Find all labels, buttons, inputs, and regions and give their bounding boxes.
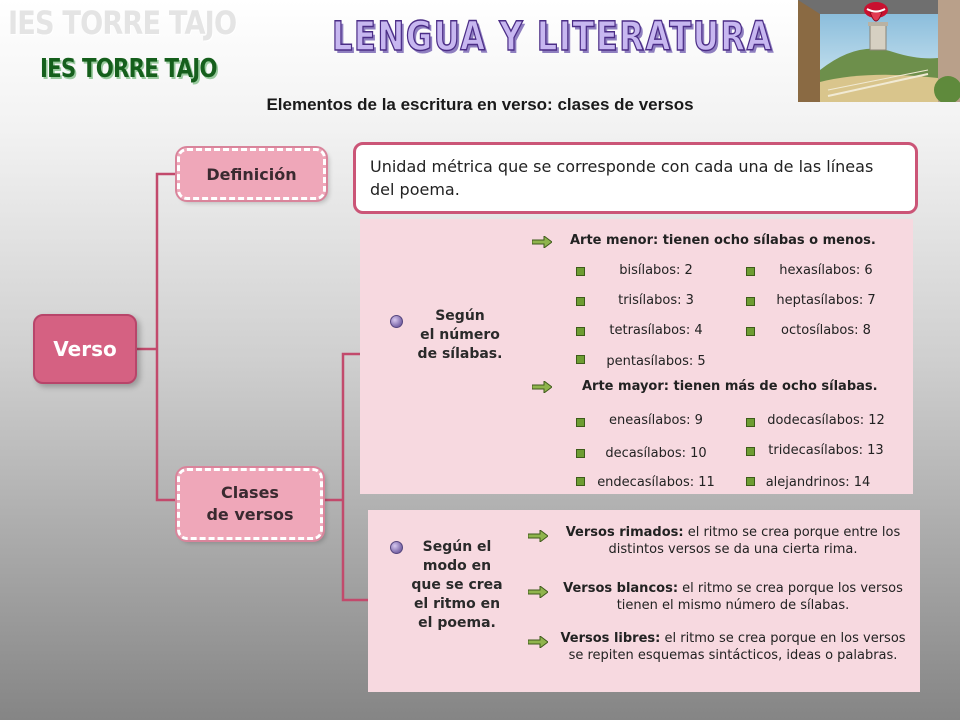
square-bullet-icon bbox=[746, 267, 755, 276]
square-bullet-icon bbox=[746, 297, 755, 306]
arte-menor-item: tetrasílabos: 4 bbox=[609, 323, 703, 338]
definition-text: Unidad métrica que se corresponde con cada una de las líneas del poema. bbox=[370, 157, 874, 199]
versos-rimados-desc: el ritmo se crea porque entre los distintos versos se da una cierta rima. bbox=[608, 525, 901, 557]
square-bullet-icon bbox=[576, 449, 585, 458]
arte-mayor-item: decasílabos: 10 bbox=[605, 446, 707, 461]
square-bullet-icon bbox=[576, 355, 585, 364]
arrow-bullet-icon bbox=[532, 381, 552, 393]
versos-libres-term: Versos libres: bbox=[560, 631, 661, 646]
arte-menor-item: pentasílabos: 5 bbox=[606, 354, 706, 369]
criterion-ritmo-line5: el poema. bbox=[418, 615, 496, 631]
arte-mayor-item: alejandrinos: 14 bbox=[765, 475, 871, 490]
subject-title: LENGUA Y LITERATURA bbox=[332, 14, 774, 60]
versos-rimados-term: Versos rimados: bbox=[565, 525, 684, 540]
node-definicion-label: Definición bbox=[206, 164, 297, 184]
square-bullet-icon bbox=[576, 477, 585, 486]
arte-menor-item: octosílabos: 8 bbox=[781, 323, 871, 338]
criterion-ritmo-line4: el ritmo en bbox=[413, 596, 501, 612]
node-clases-label-line2: de versos bbox=[206, 505, 294, 524]
criterion-silabas-line3: de sílabas. bbox=[417, 346, 503, 362]
root-node-verso bbox=[33, 314, 137, 384]
arte-mayor-item: endecasílabos: 11 bbox=[597, 475, 715, 490]
versos-rimados-text bbox=[558, 524, 908, 558]
square-bullet-icon bbox=[746, 477, 755, 486]
versos-blancos-term: Versos blancos: bbox=[563, 581, 679, 596]
school-logo-text: IES TORRE TAJO bbox=[40, 54, 217, 84]
square-bullet-icon bbox=[576, 297, 585, 306]
square-bullet-icon bbox=[576, 418, 585, 427]
arte-menor-heading: Arte menor: tienen ocho sílabas o menos. bbox=[570, 233, 876, 248]
arte-mayor-heading: Arte mayor: tienen más de ocho sílabas. bbox=[582, 379, 878, 394]
arte-mayor-item: dodecasílabos: 12 bbox=[767, 413, 885, 428]
criterion-ritmo-line1: Según el bbox=[422, 539, 492, 555]
panel-numero-silabas bbox=[360, 219, 913, 494]
criterion-bullet-icon bbox=[390, 315, 403, 328]
criterion-silabas-line2: el número bbox=[420, 327, 500, 343]
criterion-silabas-label bbox=[410, 307, 510, 364]
versos-blancos-text bbox=[558, 580, 908, 614]
square-bullet-icon bbox=[746, 327, 755, 336]
definition-box bbox=[353, 142, 918, 214]
arte-mayor-item: tridecasílabos: 13 bbox=[768, 443, 884, 458]
node-clases-de-versos bbox=[177, 468, 323, 540]
versos-blancos-desc: el ritmo se crea porque los versos tienen el mismo número de sílabas. bbox=[616, 581, 903, 613]
arte-menor-item: hexasílabos: 6 bbox=[779, 263, 873, 278]
square-bullet-icon bbox=[746, 447, 755, 456]
versos-libres-desc: el ritmo se crea porque en los versos se repiten esquemas sintácticos, ideas o palabras. bbox=[568, 631, 906, 663]
square-bullet-icon bbox=[746, 418, 755, 427]
root-node-label: Verso bbox=[53, 337, 117, 361]
arrow-bullet-icon bbox=[532, 236, 552, 248]
criterion-ritmo-line3: que se crea bbox=[411, 577, 503, 593]
arrow-bullet-icon bbox=[528, 636, 548, 648]
arrow-bullet-icon bbox=[528, 586, 548, 598]
criterion-silabas-line1: Según bbox=[435, 308, 485, 324]
arrow-bullet-icon bbox=[528, 530, 548, 542]
node-clases-label-line1: Clases bbox=[221, 483, 279, 502]
criterion-ritmo-line2: modo en bbox=[422, 558, 492, 574]
versos-libres-text bbox=[558, 630, 908, 664]
school-logo-text-faded: IES TORRE TAJO bbox=[8, 4, 237, 42]
arte-menor-item: heptasílabos: 7 bbox=[776, 293, 876, 308]
square-bullet-icon bbox=[576, 327, 585, 336]
square-bullet-icon bbox=[576, 267, 585, 276]
arte-mayor-item: eneasílabos: 9 bbox=[609, 413, 703, 428]
arte-menor-item: bisílabos: 2 bbox=[619, 263, 693, 278]
arte-menor-item: trisílabos: 3 bbox=[618, 293, 694, 308]
node-definicion bbox=[177, 148, 326, 200]
panel-modo-ritmo bbox=[368, 510, 920, 692]
page-title: Elementos de la escritura en verso: clases de versos bbox=[266, 95, 694, 114]
criterion-ritmo-label bbox=[402, 538, 512, 633]
